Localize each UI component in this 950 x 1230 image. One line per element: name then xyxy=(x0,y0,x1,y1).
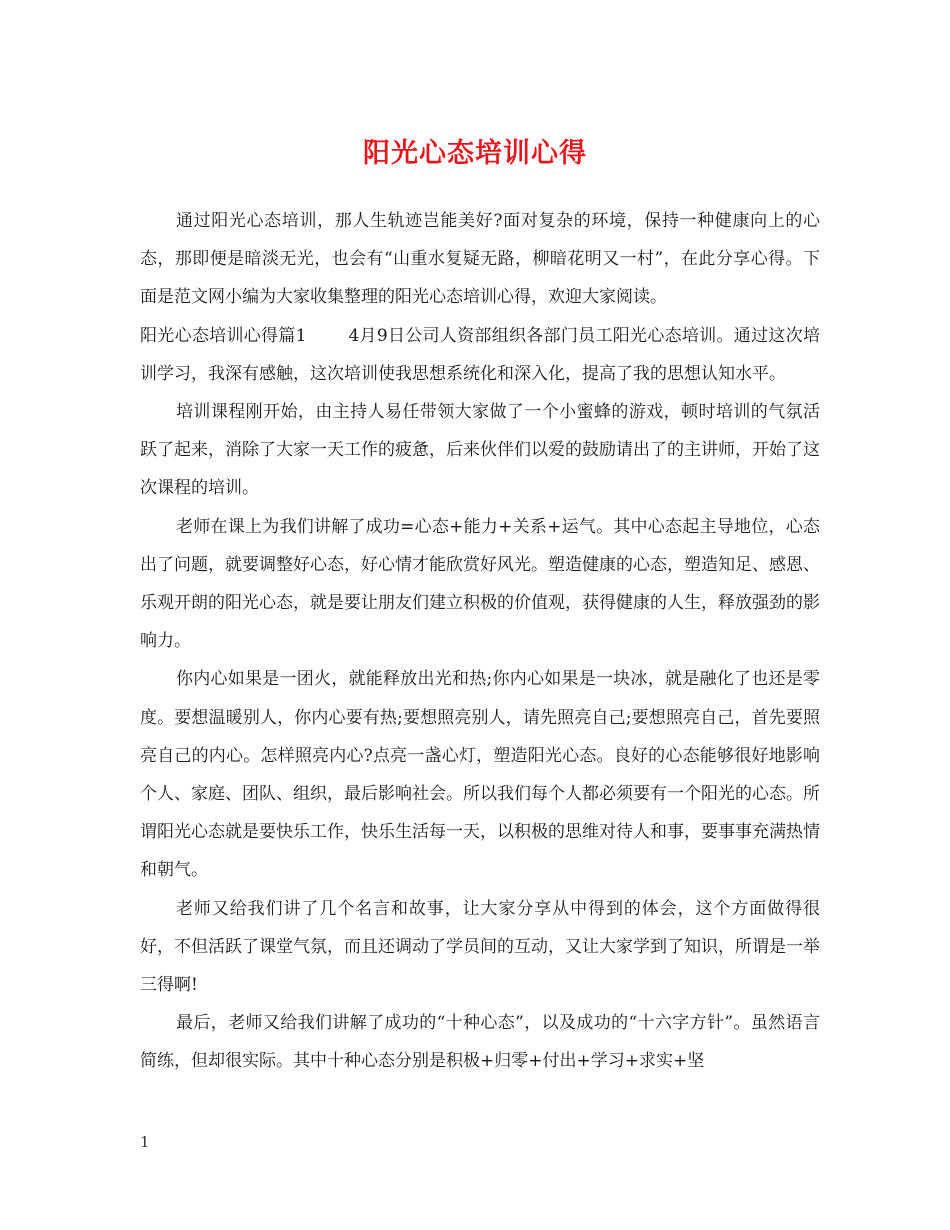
body-paragraph: 培训课程刚开始，由主持人易任带领大家做了一个小蜜蜂的游戏，顿时培训的气氛活跃了起来，消除了大家一天工作的疲惫，后来伙伴们以爱的鼓励请出了的主讲师，开始了这次课程的培训。 xyxy=(140,402,820,499)
body-paragraph: 老师在课上为我们讲解了成功=心态+能力+关系+运气。其中心态起主导地位，心态出了问题，就要调整好心态，好心情才能欣赏好风光。塑造健康的心态，塑造知足、感恩、乐观开朗的阳光心态，就是要让朋友们建立积极的价值观，获得健康的人生，释放强劲的影响力。 xyxy=(140,516,820,652)
section-paragraph xyxy=(140,317,820,393)
body-paragraph: 你内心如果是一团火，就能释放出光和热;你内心如果是一块冰，就是融化了也还是零度。要想温暖别人，你内心要有热;要想照亮别人，请先照亮自己;要想照亮自己，首先要照亮自己的内心。怎样照亮内心?点亮一盏心灯，塑造阳光心态。良好的心态能够很好地影响个人、家庭、团队、组织，最后影响社会。所以我们每个人都必须要有一个阳光的心态。所谓阳光心态就是要快乐工作，快乐生活每一天，以积极的思维对待人和事，要事事充满热情和朝气。 xyxy=(140,669,820,881)
intro-paragraph: 通过阳光心态培训，那人生轨迹岂能美好?面对复杂的环境，保持一种健康向上的心态，那即便是暗淡无光，也会有“山重水复疑无路，柳暗花明又一村”，在此分享心得。下面是范文网小编为大家收集整理的阳光心态培训心得，欢迎大家阅读。 xyxy=(140,211,820,308)
document-title: 阳光心态培训心得 xyxy=(363,138,587,169)
body-paragraph: 最后，老师又给我们讲解了成功的“十种心态”，以及成功的“十六字方针”。虽然语言简练，但却很实际。其中十种心态分别是积极+归零+付出+学习+求实+坚 xyxy=(140,1013,820,1072)
section-heading: 阳光心态培训心得篇1 xyxy=(140,325,307,346)
page-number: 1 xyxy=(140,1133,150,1151)
document-body xyxy=(140,202,820,1081)
section-text: 4月9日公司人资部组织各部门员工阳光心态培训。通过这次培训学习，我深有感触，这次培训使我思想系统化和深入化，提高了我的思想认知水平。 xyxy=(140,325,820,384)
body-paragraph: 老师又给我们讲了几个名言和故事，让大家分享从中得到的体会，这个方面做得很好，不但活跃了课堂气氛，而且还调动了学员间的互动，又让大家学到了知识，所谓是一举三得啊! xyxy=(140,898,820,996)
